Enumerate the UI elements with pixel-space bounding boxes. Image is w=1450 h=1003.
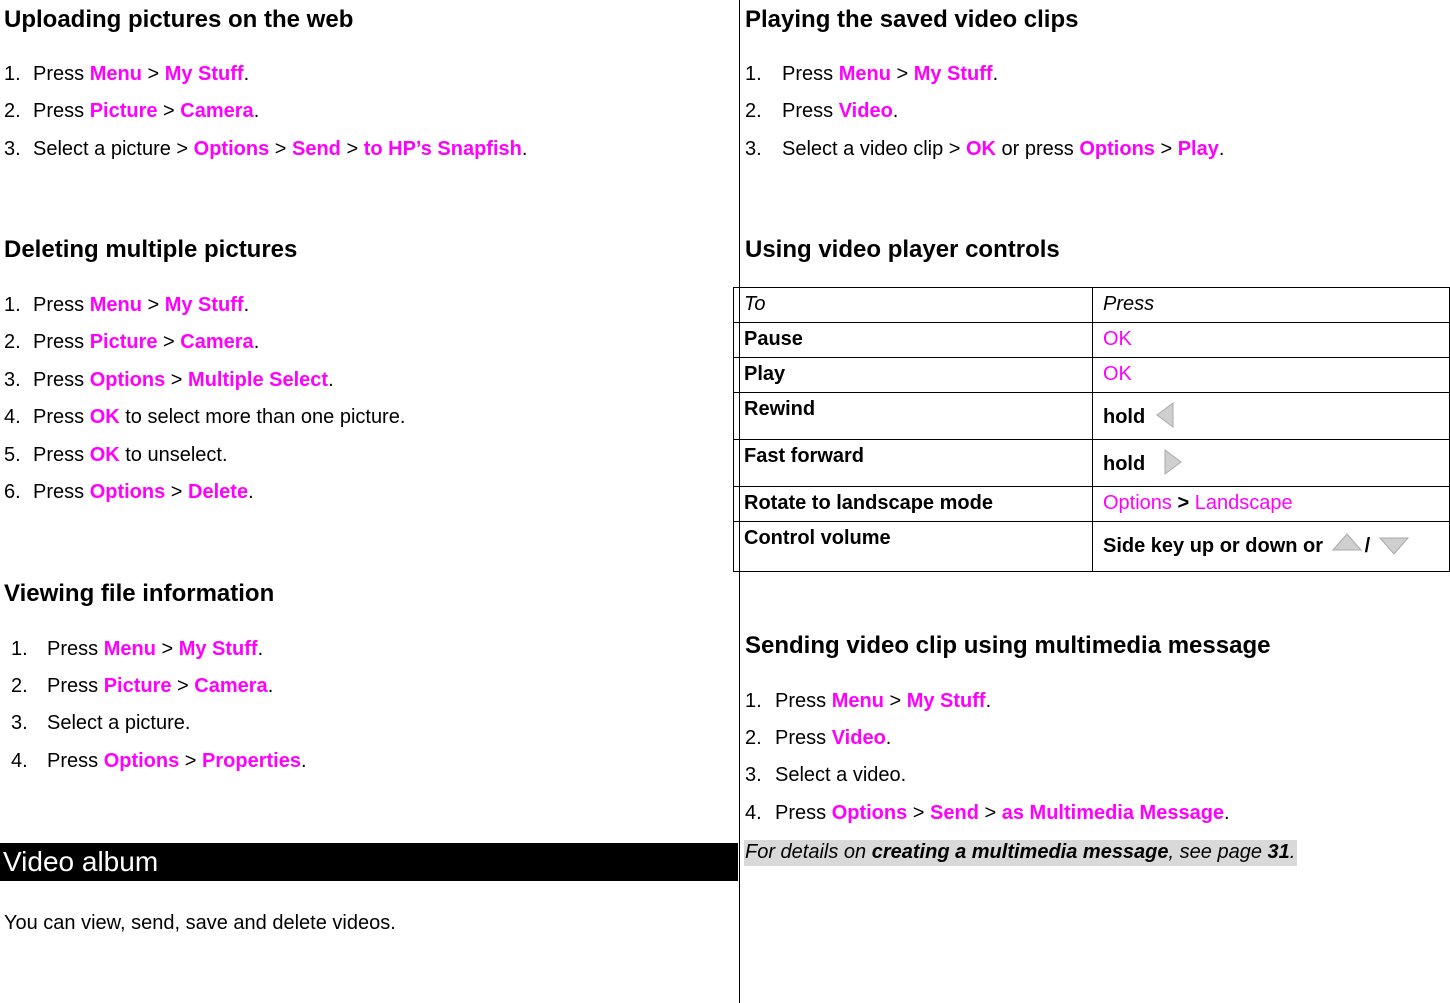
list-item: 1. Press Menu > My Stuff. <box>11 638 264 660</box>
video-controls-table <box>733 287 1450 572</box>
table-cell-action: Control volume <box>734 522 1093 572</box>
chapter-banner-video-album: Video album <box>0 843 738 881</box>
table-cell-action: Fast forward <box>734 440 1093 487</box>
list-item: 1. Press Menu > My Stuff. <box>4 294 250 316</box>
list-item: 2. Press Picture > Camera. <box>4 100 260 122</box>
section-title-playing: Playing the saved video clips <box>745 6 1079 33</box>
table-header-row <box>734 288 1450 323</box>
table-row <box>734 358 1450 393</box>
nav-left-key-icon <box>1151 401 1187 429</box>
volume-label: Side key up or down or <box>1103 535 1324 557</box>
list-item: 5. Press OK to unselect. <box>4 444 228 466</box>
table-cell-action: Rewind <box>734 393 1093 440</box>
list-item: 2. Press Video. <box>745 100 899 122</box>
slash-separator: / <box>1364 535 1371 557</box>
list-item: 3. Select a video. <box>745 764 907 786</box>
list-item: 3. Press Options > Multiple Select. <box>4 369 334 391</box>
table-cell-key: OK <box>1093 323 1450 358</box>
list-item: 2. Press Picture > Camera. <box>11 675 274 697</box>
table-cell-action: Play <box>734 358 1093 393</box>
list-item: 4. Press OK to select more than one picture. <box>4 406 406 428</box>
list-item: 6. Press Options > Delete. <box>4 481 254 503</box>
table-header-press: Press <box>1093 288 1450 323</box>
table-cell-action: Rotate to landscape mode <box>734 487 1093 522</box>
table-header-to: To <box>734 288 1093 323</box>
table-cell-key <box>1093 522 1450 572</box>
cross-reference-note: For details on creating a multimedia message, see page 31. <box>744 840 1297 866</box>
list-item: 3. Select a picture > Options > Send > to HP’s Snapfish. <box>4 138 528 160</box>
section-title-mms: Sending video clip using multimedia message <box>745 632 1271 659</box>
table-row <box>734 487 1450 522</box>
list-item: 4. Press Options > Properties. <box>11 750 307 772</box>
list-item: 3. Select a video clip > OK or press Options > Play. <box>745 138 1225 160</box>
table-row <box>734 522 1450 572</box>
page-number: 31 <box>1267 841 1290 863</box>
table-row <box>734 393 1450 440</box>
list-item: 3. Select a picture. <box>11 712 191 734</box>
table-cell-key <box>1093 393 1450 440</box>
table-cell-key: OK <box>1093 358 1450 393</box>
list-item: 1. Press Menu > My Stuff. <box>745 690 992 712</box>
nav-up-key-icon <box>1329 530 1365 558</box>
hold-label: hold <box>1103 453 1146 475</box>
nav-right-key-icon <box>1151 448 1187 476</box>
table-cell-action: Pause <box>734 323 1093 358</box>
section-title-uploading: Uploading pictures on the web <box>4 6 354 33</box>
table-row <box>734 440 1450 487</box>
hold-label: hold <box>1103 406 1146 428</box>
list-item: 1. Press Menu > My Stuff. <box>745 63 999 85</box>
table-cell-key <box>1093 440 1450 487</box>
section-title-deleting: Deleting multiple pictures <box>4 236 298 263</box>
list-item: 1. Press Menu > My Stuff. <box>4 63 250 85</box>
section-title-controls: Using video player controls <box>745 236 1060 263</box>
list-item: 2. Press Picture > Camera. <box>4 331 260 353</box>
list-item: 4. Press Options > Send > as Multimedia Message. <box>745 802 1230 824</box>
cross-reference-link[interactable]: creating a multimedia message <box>871 841 1169 863</box>
nav-down-key-icon <box>1376 530 1412 558</box>
table-cell-key: Options > Landscape <box>1093 487 1450 522</box>
table-row <box>734 323 1450 358</box>
chapter-intro: You can view, send, save and delete videos. <box>4 912 396 934</box>
list-item: 2. Press Video. <box>745 727 892 749</box>
section-title-file-info: Viewing file information <box>4 580 275 607</box>
